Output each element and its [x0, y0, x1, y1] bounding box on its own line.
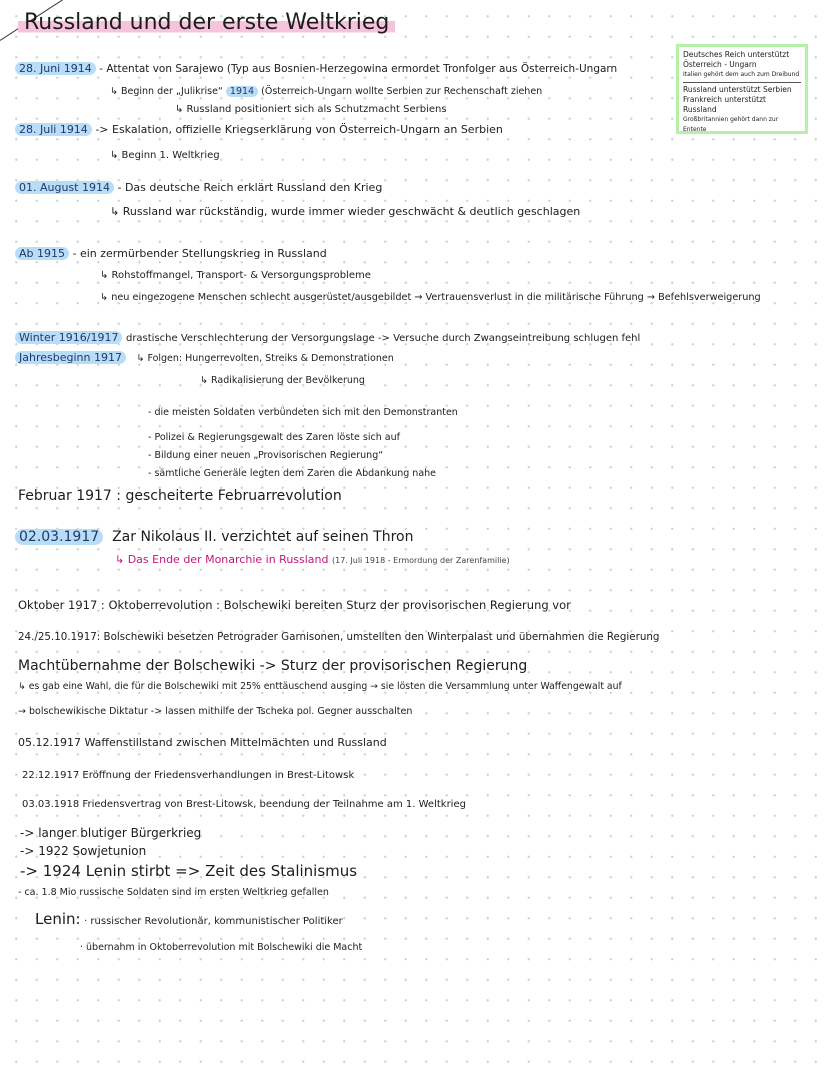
- note-line: [15, 330, 640, 346]
- note-line: 24./25.10.1917: Bolschewiki besetzen Petrograder Garnisonen, umstellten den Winterpalast und übernahmen die Regierung: [18, 631, 660, 643]
- page-title: Russland und der erste Weltkrieg: [18, 10, 395, 35]
- note-line: 05.12.1917 Waffenstillstand zwischen Mittelmächten und Russland: [18, 736, 387, 749]
- date-badge: 02.03.1917: [15, 529, 103, 545]
- note-line: [15, 122, 503, 137]
- box-line: Österreich - Ungarn: [683, 60, 757, 69]
- note-line: - Polizei & Regierungsgewalt des Zaren löste sich auf: [148, 432, 400, 443]
- note-line: -> 1924 Lenin stirbt => Zeit des Stalinismus: [20, 862, 358, 880]
- date-badge: Jahresbeginn 1917: [15, 351, 126, 364]
- note-text: (17. Juli 1918 - Ermordung der Zarenfamilie): [332, 556, 510, 565]
- date-badge: Winter 1916/1917: [15, 331, 122, 344]
- note-line: - Bildung einer neuen „Provisorischen Regierung“: [148, 450, 384, 461]
- note-line: [35, 912, 343, 929]
- note-text: ↳ Beginn der „Julikrise“: [110, 86, 223, 97]
- note-line: [15, 350, 394, 366]
- note-line: · übernahm in Oktoberrevolution mit Bolschewiki die Macht: [80, 942, 363, 953]
- divider: [683, 82, 801, 83]
- note-line: ↳ Russland positioniert sich als Schutzmacht Serbiens: [175, 104, 447, 115]
- note-text: ↳ Das Ende der Monarchie in Russland: [115, 553, 329, 566]
- box-line: Frankreich unterstützt Russland: [683, 95, 766, 114]
- note-line: → bolschewikische Diktatur -> lassen mithilfe der Tscheka pol. Gegner ausschalten: [18, 706, 413, 717]
- note-text: Zar Nikolaus II. verzichtet auf seinen Thron: [112, 529, 414, 545]
- note-line: ↳ Radikalisierung der Bevölkerung: [200, 375, 365, 386]
- note-line: [115, 552, 510, 568]
- note-line: - sämtliche Generäle legten dem Zaren die Abdankung nahe: [148, 468, 437, 479]
- date-badge: 01. August 1914: [15, 181, 114, 194]
- note-line: [15, 246, 327, 261]
- note-line: Oktober 1917 : Oktoberrevolution : Bolschewiki bereiten Sturz der provisorischen Regierung vor: [18, 598, 571, 612]
- note-line: -> langer blutiger Bürgerkrieg: [20, 826, 202, 840]
- alliances-box: [676, 44, 808, 134]
- date-badge: 1914: [226, 86, 258, 97]
- note-text: (Österreich-Ungarn wollte Serbien zur Rechenschaft ziehen: [261, 86, 543, 97]
- note-text: - ein zermürbender Stellungskrieg in Russland: [72, 247, 327, 260]
- note-line: ↳ neu eingezogene Menschen schlecht ausgerüstet/ausgebildet → Vertrauensverlust in die militärische Führung → Befehlsverweigerung: [100, 292, 761, 303]
- note-line: ↳ Rohstoffmangel, Transport- & Versorgungsprobleme: [100, 270, 371, 281]
- note-line: - ca. 1.8 Mio russische Soldaten sind im ersten Weltkrieg gefallen: [18, 887, 329, 898]
- note-line: ↳ Russland war rückständig, wurde immer wieder geschwächt & deutlich geschlagen: [110, 205, 581, 218]
- note-line: [15, 530, 414, 545]
- note-label: Lenin:: [35, 910, 81, 928]
- note-line: 22.12.1917 Eröffnung der Friedensverhandlungen in Brest-Litowsk: [22, 770, 355, 781]
- note-line: ↳ Beginn 1. Weltkrieg: [110, 150, 220, 161]
- note-line: -> 1922 Sowjetunion: [20, 844, 147, 858]
- date-badge: 28. Juli 1914: [15, 123, 92, 136]
- note-text: -> Eskalation, offizielle Kriegserklärung von Österreich-Ungarn an Serbien: [95, 123, 503, 136]
- box-line: Russland unterstützt Serbien: [683, 85, 792, 94]
- box-line: Italien gehört dem auch zum Dreibund: [683, 71, 800, 78]
- note-line: [15, 61, 617, 77]
- note-line: Februar 1917 : gescheiterte Februarrevolution: [18, 488, 342, 504]
- box-line: Großbritannien gehört dann zur Entente: [683, 116, 779, 133]
- note-line: Machtübernahme der Bolschewiki -> Sturz der provisorischen Regierung: [18, 658, 528, 674]
- date-badge: 28. Juni 1914: [15, 62, 96, 75]
- note-text: - Attentat von Sarajewo (Typ aus Bosnien-Herzegowina ermordet Tronfolger aus Österreich-Ungarn: [99, 63, 618, 75]
- date-badge: Ab 1915: [15, 247, 69, 260]
- note-line: ↳ es gab eine Wahl, die für die Bolschewiki mit 25% enttäuschend ausging → sie lösten die Versammlung unter Waffengewalt auf: [18, 681, 622, 692]
- note-text: ↳ Folgen: Hungerrevolten, Streiks & Demonstrationen: [136, 353, 394, 364]
- note-text: · russischer Revolutionär, kommunistischer Politiker: [84, 916, 343, 927]
- note-line: [15, 180, 382, 195]
- note-line: [110, 84, 542, 99]
- note-line: - die meisten Soldaten verbündeten sich mit den Demonstranten: [148, 407, 458, 418]
- note-text: drastische Verschlechterung der Versorgungslage -> Versuche durch Zwangseintreibung schlugen fehl: [125, 333, 641, 344]
- note-text: - Das deutsche Reich erklärt Russland den Krieg: [117, 181, 383, 194]
- note-line: 03.03.1918 Friedensvertrag von Brest-Litowsk, beendung der Teilnahme am 1. Weltkrieg: [22, 799, 466, 810]
- box-line: Deutsches Reich unterstützt: [683, 50, 790, 59]
